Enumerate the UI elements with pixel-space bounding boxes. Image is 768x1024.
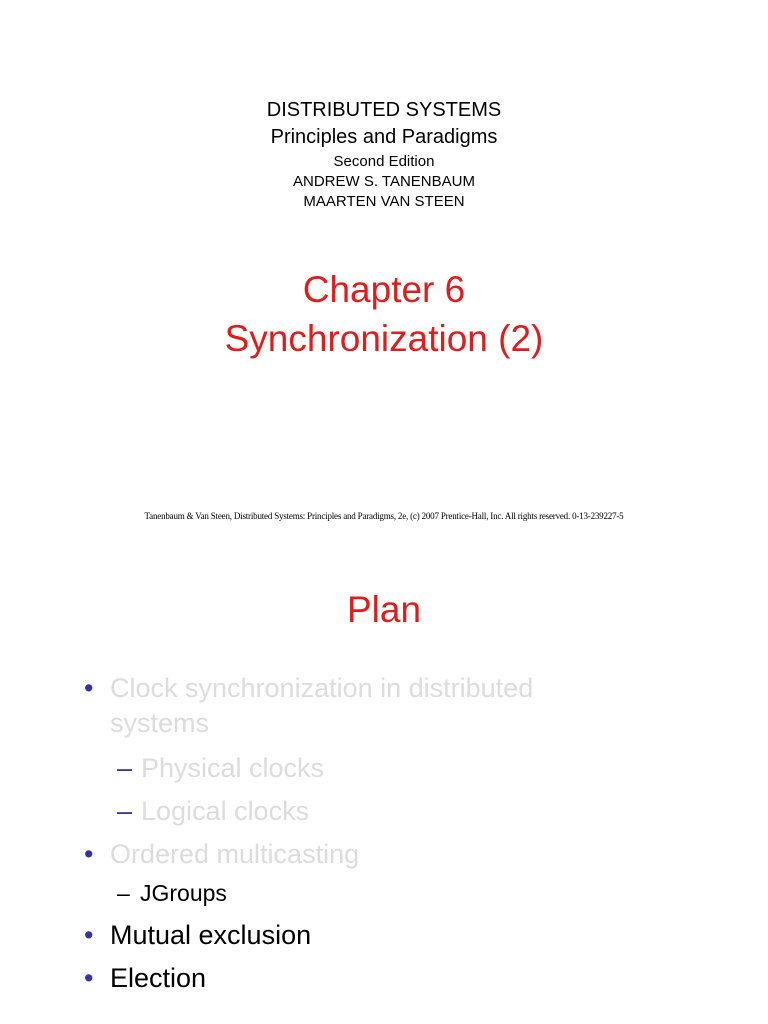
bullet-marker: •: [84, 963, 94, 993]
plan-title: Plan: [346, 589, 422, 630]
dash-marker: –: [117, 796, 133, 826]
plan-item-ordered-multicasting: Ordered multicasting: [110, 839, 360, 869]
copyright-notice: Tanenbaum & Van Steen, Distributed Systems: Principles and Paradigms, 2e, (c) 2007 Prentice-Hall, Inc. All rights reserved. 0-13-239227-5: [144, 511, 624, 521]
dash-marker: –: [117, 880, 130, 906]
plan-subitem-physical-clocks: Physical clocks: [141, 753, 325, 783]
author-name: ANDREW S. TANENBAUM: [293, 173, 475, 190]
book-subtitle: Principles and Paradigms: [270, 126, 498, 148]
plan-item-election: Election: [110, 963, 207, 993]
chapter-number: Chapter 6: [302, 269, 466, 310]
plan-subitem-jgroups: JGroups: [140, 880, 227, 906]
author-name: MAARTEN VAN STEEN: [303, 193, 465, 210]
chapter-title: Synchronization (2): [224, 318, 544, 359]
plan-subitem-logical-clocks: Logical clocks: [141, 796, 310, 826]
book-title: DISTRIBUTED SYSTEMS: [266, 99, 502, 121]
plan-item-clock-sync-cont: systems: [110, 708, 210, 738]
plan-item-mutual-exclusion: Mutual exclusion: [110, 920, 312, 950]
plan-item-clock-sync: Clock synchronization in distributed: [110, 673, 534, 703]
bullet-marker: •: [84, 920, 94, 950]
bullet-marker: •: [84, 673, 94, 703]
book-edition: Second Edition: [333, 153, 435, 170]
bullet-marker: •: [84, 839, 94, 869]
dash-marker: –: [117, 753, 133, 783]
